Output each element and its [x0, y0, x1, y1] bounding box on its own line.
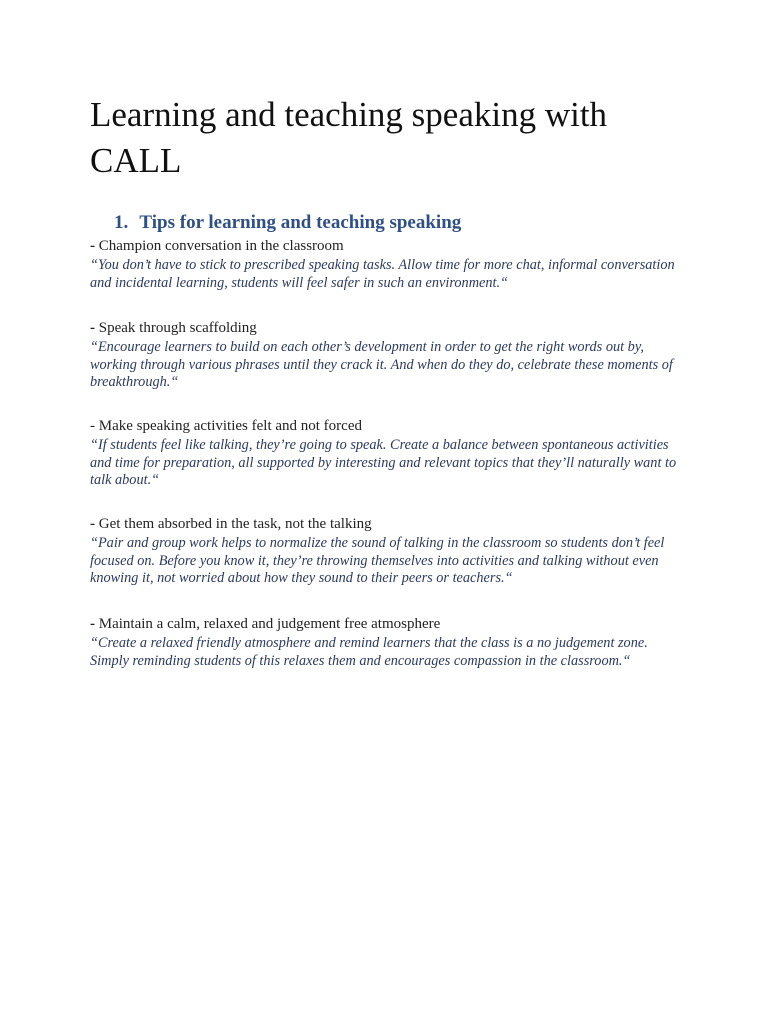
tip-item [90, 515, 690, 588]
tip-title-line [90, 319, 690, 338]
tip-title: Get them absorbed in the task, not the talking [98, 516, 372, 532]
tip-item [90, 319, 690, 392]
tip-dash: - [90, 320, 95, 336]
tip-dash: - [90, 516, 95, 532]
tip-title-line [90, 237, 690, 256]
tip-quote: “Pair and group work helps to normalize the sound of talking in the classroom so students don’t feel focused on. Before you know it, they’re throwing themselves into activities and talking without even knowing it, not worried about how they sound to their peers or teachers.“ [90, 535, 665, 587]
tip-dash: - [90, 418, 95, 434]
section-number: 1. [114, 212, 129, 233]
section-heading-text: Tips for learning and teaching speaking [139, 212, 462, 233]
tip-item [90, 237, 690, 292]
tip-title: Make speaking activities felt and not forced [98, 418, 362, 434]
document-title: Learning and teaching speaking with CALL [90, 95, 608, 180]
tip-title: Champion conversation in the classroom [98, 238, 344, 254]
tip-quote: “You don’t have to stick to prescribed speaking tasks. Allow time for more chat, informal conversation and incidental learning, students will feel safer in such an environment.“ [90, 257, 675, 291]
tip-quote: “Create a relaxed friendly atmosphere and remind learners that the class is a no judgement zone. Simply reminding students of this relaxes them and encourages compassion in the classroom.“ [90, 635, 648, 669]
tip-dash: - [90, 616, 95, 632]
tip-quote: “If students feel like talking, they’re going to speak. Create a balance between spontaneous activities and time for preparation, all supported by interesting and relevant topics that they’ll naturally want to talk about.“ [90, 437, 677, 489]
tip-title-line [90, 417, 690, 436]
section-heading [114, 211, 461, 235]
tip-dash: - [90, 238, 95, 254]
tip-title-line [90, 515, 690, 534]
tip-title-line [90, 615, 690, 634]
tip-quote: “Encourage learners to build on each other’s development in order to get the right words out by, working through various phrases until they crack it. And when do they do, celebrate these moments of breakthrough.“ [90, 339, 673, 391]
tip-title: Speak through scaffolding [98, 320, 257, 336]
tip-item [90, 615, 690, 670]
tip-item [90, 417, 690, 490]
tip-title: Maintain a calm, relaxed and judgement free atmosphere [98, 616, 441, 632]
